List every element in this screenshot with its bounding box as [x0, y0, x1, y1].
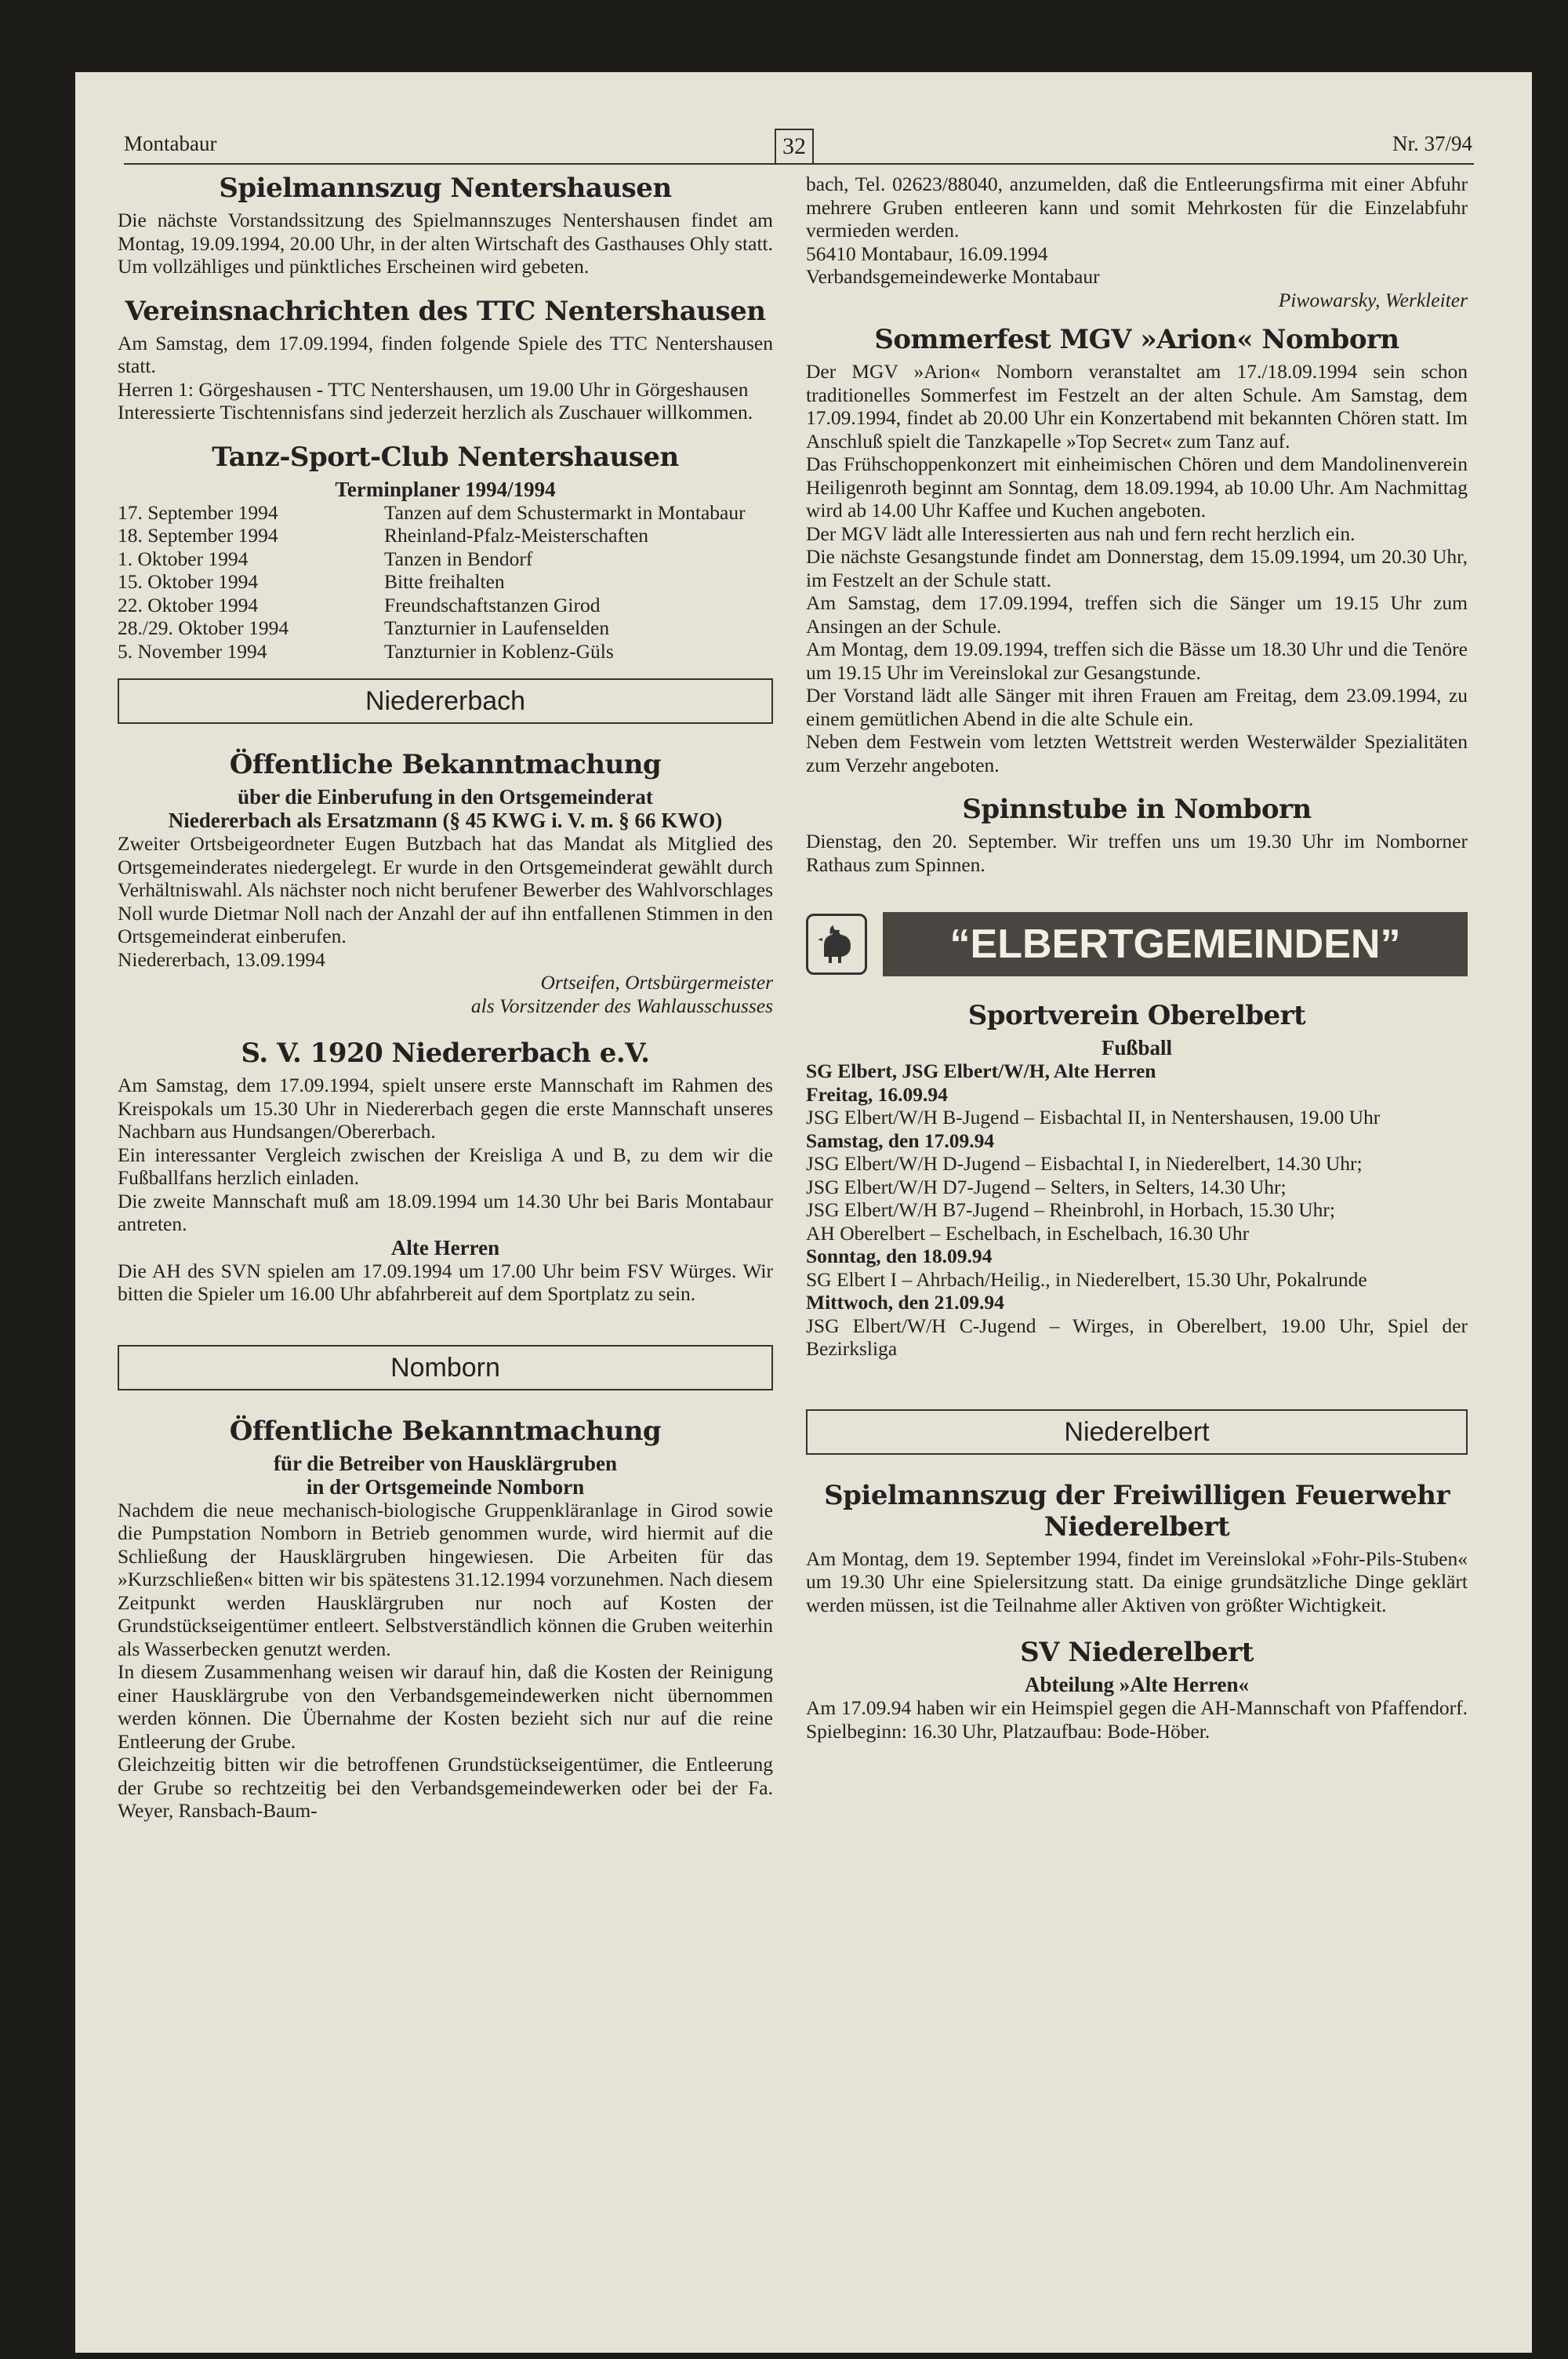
- article-title: Spinnstube in Nomborn: [962, 794, 1312, 825]
- rooster-logo-icon: [806, 914, 867, 975]
- article-title: Öffentliche Bekanntmachung: [229, 1415, 662, 1447]
- header-place: Montabaur: [124, 132, 217, 155]
- schedule-date: 22. Oktober 1994: [118, 593, 259, 616]
- article-subtitle: in der Ortsgemeinde Nomborn: [306, 1474, 585, 1499]
- article-text: Ein interessanter Vergleich zwischen der Kreisliga A und B, zu dem wir die Fußballfans herzlich einladen.: [118, 1143, 773, 1189]
- teams-line: SG Elbert, JSG Elbert/W/H, Alte Herren: [806, 1060, 1156, 1082]
- left-column: [118, 173, 773, 1823]
- article-text: Herren 1: Görgeshausen - TTC Nentershausen, um 19.00 Uhr in Görgeshausen: [118, 377, 749, 401]
- article-text: In diesem Zusammenhang weisen wir darauf hin, daß die Kosten der Reinigung einer Hausklärgrube von den Verbandsgemeindewerken nicht übernommen werden können. Die Übernahme der Kosten bezieht sich nur auf die reine Entleerung der Grube.: [118, 1660, 773, 1753]
- article-text: Gleichzeitig bitten wir die betroffenen Grundstückseigentümer, die Entleerung der Grube so rechtzeitig bei den Verbandsgemeindewerken oder bei der Fa. Weyer, Ransbach-Baum-: [118, 1753, 773, 1822]
- match-line: JSG Elbert/W/H B7-Jugend – Rheinbrohl, in Horbach, 15.30 Uhr;: [806, 1198, 1335, 1221]
- right-column: [806, 173, 1468, 1743]
- match-day: Freitag, 16.09.94: [806, 1082, 948, 1106]
- article-text: Die nächste Vorstandssitzung des Spielmannszuges Nentershausen findet am Montag, 19.09.1994, 20.00 Uhr, in der alten Wirtschaft des Gasthauses Ohly statt.: [118, 209, 774, 255]
- schedule-date: 1. Oktober 1994: [118, 547, 249, 570]
- section-heading-niederelbert: Niederelbert: [806, 1409, 1468, 1455]
- schedule-date: 17. September 1994: [118, 500, 278, 524]
- article-title: SV Niederelbert: [1020, 1637, 1254, 1668]
- schedule-event: Tanzturnier in Koblenz-Güls: [384, 639, 614, 663]
- match-day: Mittwoch, den 21.09.94: [806, 1291, 1004, 1314]
- match-day: Sonntag, den 18.09.94: [806, 1245, 993, 1267]
- article-title: S. V. 1920 Niedererbach e.V.: [241, 1038, 650, 1069]
- article-text: Am Samstag, dem 17.09.1994, finden folgende Spiele des TTC Nentershausen statt.: [118, 331, 773, 377]
- article-title: Spielmannszug Nentershausen: [219, 173, 672, 204]
- article-subtitle: über die Einberufung in den Ortsgemeinderat: [238, 785, 653, 809]
- schedule-event: Freundschaftstanzen Girod: [384, 593, 601, 616]
- article-text: Der Vorstand lädt alle Sänger mit ihren Frauen am Freitag, dem 23.09.1994, zu einem gemütlichen Abend in die alte Schule ein.: [806, 684, 1468, 730]
- schedule-event: Tanzen in Bendorf: [384, 547, 533, 570]
- article-title: Spielmannszug der Freiwilligen Feuerwehr Niederelbert: [824, 1479, 1450, 1543]
- article-text: Neben dem Festwein vom letzten Wettstreit werden Westerwälder Spezialitäten zum Verzehr angeboten.: [806, 730, 1468, 776]
- signature: Ortseifen, Ortsbürgermeister: [540, 971, 773, 994]
- signature: Piwowarsky, Werkleiter: [1278, 288, 1468, 311]
- schedule-table: [118, 501, 773, 663]
- schedule-event: Rheinland-Pfalz-Meisterschaften: [384, 524, 649, 547]
- banner-title: “ELBERTGEMEINDEN”: [883, 912, 1468, 976]
- article-text: Am Montag, dem 19.09.1994, treffen sich die Bässe um 18.30 Uhr und die Tenöre um 19.15 Uhr im Vereinslokal zur Gesangstunde.: [806, 638, 1468, 684]
- article-text: Um vollzähliges und pünktliches Erscheinen wird gebeten.: [118, 255, 590, 278]
- article-text: bach, Tel. 02623/88040, anzumelden, daß die Entleerungsfirma mit einer Abfuhr mehrere Gruben entleeren kann und somit Mehrkosten für die Einzelabfuhr vermieden werden.: [806, 173, 1468, 242]
- schedule-event: Tanzen auf dem Schustermarkt in Montabaur: [384, 500, 746, 524]
- match-line: JSG Elbert/W/H D-Jugend – Eisbachtal I, in Niederelbert, 14.30 Uhr;: [806, 1152, 1363, 1175]
- article-subtitle: für die Betreiber von Hausklärgruben: [273, 1451, 618, 1475]
- header-rule: [124, 163, 1474, 165]
- article-text: Die AH des SVN spielen am 17.09.1994 um 17.00 Uhr beim FSV Würges. Wir bitten die Spieler um 16.00 Uhr abfahrbereit auf dem Sportplatz zu sein.: [118, 1259, 773, 1305]
- header-issue: Nr. 37/94: [1392, 132, 1472, 155]
- article-text: Interessierte Tischtennisfans sind jederzeit herzlich als Zuschauer willkommen.: [118, 401, 753, 423]
- article-subtitle: Abteilung »Alte Herren«: [1025, 1673, 1249, 1696]
- article-text: Am Samstag, dem 17.09.1994, treffen sich die Sänger um 19.15 Uhr zum Ansingen an der Schule.: [806, 591, 1468, 638]
- section-heading-nomborn: Nomborn: [118, 1345, 773, 1390]
- match-line: JSG Elbert/W/H D7-Jugend – Selters, in Selters, 14.30 Uhr;: [806, 1175, 1287, 1198]
- article-subtitle: Alte Herren: [390, 1235, 500, 1259]
- article-text: Das Frühschoppenkonzert mit einheimischen Chören und dem Mandolinenverein Heiligenroth beginnt am Sonntag, dem 18.09.1994, ab 10.00 Uhr. Am Nachmittag wird ab 14.00 Uhr Kaffee und Kuchen angeboten.: [806, 453, 1468, 522]
- signature: als Vorsitzender des Wahlausschusses: [470, 994, 773, 1017]
- article-date: Niedererbach, 13.09.1994: [118, 947, 325, 971]
- article-subtitle: Fußball: [1101, 1036, 1173, 1060]
- article-text: Die zweite Mannschaft muß am 18.09.1994 um 14.30 Uhr bei Baris Montabaur antreten.: [118, 1189, 773, 1235]
- schedule-date: 5. November 1994: [118, 639, 267, 663]
- article-title: Sommerfest MGV »Arion« Nomborn: [874, 324, 1399, 355]
- article-text: Nachdem die neue mechanisch-biologische Gruppenkläranlage in Girod sowie die Pumpstation Nomborn in Betrieb genommen wurde, wird hiermit auf die Schließung der Hausklärgruben hingewiesen. Die Arbeiten für das »Kurzschließen« bitten wir bis spätestens 31.12.1994 vorzunehmen. Nach diesem Zeitpunkt werden Hausklärgruben nur noch auf Kosten der Grundstückseigentümer entleert. Selbstverständlich können die Gruben weiterhin als Wasserbecken genutzt werden.: [118, 1498, 773, 1660]
- article-text: Die nächste Gesangstunde findet am Donnerstag, dem 15.09.1994, um 20.30 Uhr, im Festzelt an der Schule statt.: [806, 545, 1468, 591]
- section-heading-niedererbach: Niedererbach: [118, 678, 773, 724]
- article-text: Dienstag, den 20. September. Wir treffen uns um 19.30 Uhr im Nomborner Rathaus zum Spinnen.: [806, 830, 1468, 876]
- schedule-event: Bitte freihalten: [384, 570, 505, 593]
- article-text: Am 17.09.94 haben wir ein Heimspiel gegen die AH-Mannschaft von Pfaffendorf. Spielbeginn: 16.30 Uhr, Platzaufbau: Bode-Höber.: [806, 1696, 1468, 1743]
- elbertgemeinden-banner: [806, 912, 1468, 976]
- article-text: Der MGV »Arion« Nomborn veranstaltet am 17./18.09.1994 sein schon traditionelles Sommerfest im Festzelt an der alten Schule. Am Samstag, dem 17.09.1994, findet ab 20.00 Uhr ein Konzertabend mit bekannten Chören statt. Im Anschluß spielt die Tanzkapelle »Top Secret« zum Tanz auf.: [806, 360, 1468, 453]
- match-line: AH Oberelbert – Eschelbach, in Eschelbach, 16.30 Uhr: [806, 1221, 1250, 1245]
- article-title: Sportverein Oberelbert: [967, 1000, 1306, 1031]
- match-line: JSG Elbert/W/H C-Jugend – Wirges, in Oberelbert, 19.00 Uhr, Spiel der Bezirksliga: [806, 1314, 1468, 1360]
- article-text: Verbandsgemeindewerke Montabaur: [806, 265, 1100, 288]
- article-title: Tanz-Sport-Club Nentershausen: [212, 441, 679, 473]
- article-title: Vereinsnachrichten des TTC Nentershausen: [125, 295, 766, 327]
- article-subtitle: Terminplaner 1994/1994: [335, 477, 556, 501]
- match-day: Samstag, den 17.09.94: [806, 1129, 995, 1152]
- article-text: Zweiter Ortsbeigeordneter Eugen Butzbach hat das Mandat als Mitglied des Ortsgemeinderates niedergelegt. Er wurde in den Ortsgemeinderat gewählt durch Verhältniswahl. Als nächster noch nicht berufener Bewerber des Wahlvorschlages Noll wurde Dietmar Noll nach der Anzahl der auf ihn entfallenen Stimmen in den Ortsgemeinderat einberufen.: [118, 832, 773, 947]
- schedule-date: 28./29. Oktober 1994: [118, 616, 289, 639]
- match-line: JSG Elbert/W/H B-Jugend – Eisbachtal II, in Nentershausen, 19.00 Uhr: [806, 1106, 1381, 1129]
- article-text: Am Samstag, dem 17.09.1994, spielt unsere erste Mannschaft im Rahmen des Kreispokals um 15.30 Uhr in Niedererbach gegen die erste Mannschaft unseres Nachbarn aus Hundsangen/Obererbach.: [118, 1074, 773, 1143]
- article-title: Öffentliche Bekanntmachung: [229, 749, 662, 780]
- schedule-date: 15. Oktober 1994: [118, 570, 259, 593]
- match-line: SG Elbert I – Ahrbach/Heilig., in Niederelbert, 15.30 Uhr, Pokalrunde: [806, 1267, 1367, 1291]
- page-number: 32: [775, 129, 814, 165]
- schedule-date: 18. September 1994: [118, 524, 278, 547]
- schedule-event: Tanzturnier in Laufenselden: [384, 616, 610, 639]
- article-text: 56410 Montabaur, 16.09.1994: [806, 242, 1048, 265]
- article-text: Am Montag, dem 19. September 1994, findet im Vereinslokal »Fohr-Pils-Stuben« um 19.30 Uhr eine Spielersitzung statt. Da einige grundsätzliche Dinge geklärt werden müssen, ist die Teilnahme aller Aktiven von größter Wichtigkeit.: [806, 1547, 1468, 1616]
- article-text: Der MGV lädt alle Interessierten aus nah und fern recht herzlich ein.: [806, 522, 1356, 545]
- article-subtitle: Niedererbach als Ersatzmann (§ 45 KWG i. V. m. § 66 KWO): [168, 809, 723, 832]
